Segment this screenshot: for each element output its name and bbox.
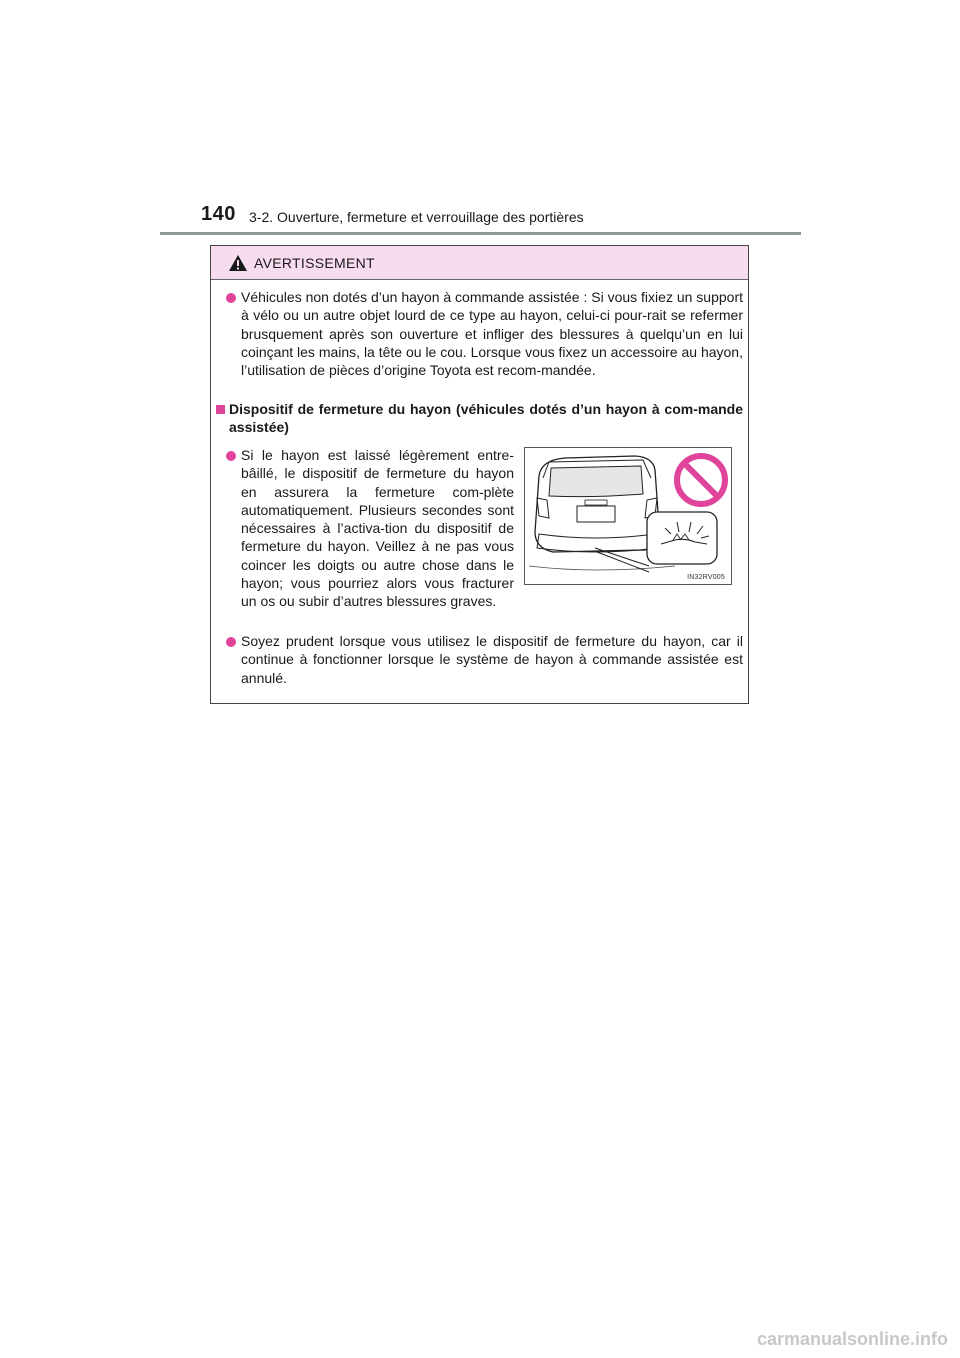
subheading: Dispositif de fermeture du hayon (véhicules dotés d’un hayon à com-mande assistée) bbox=[229, 401, 743, 436]
warning-paragraph-1: Véhicules non dotés d’un hayon à commande assistée : Si vous fixiez un support à vélo ou un autre objet lourd de ce type au hayon, celui-ci pour-rait se refermer brusquement après son ouverture et infliger des blessures à quelqu’un en lui coinçant les mains, la tête ou le cou. Lorsque vous fixez un accessoire au hayon, l’utilisation de pièces d’origine Toyota est recom-mandée. bbox=[241, 289, 743, 379]
warning-header bbox=[211, 246, 748, 280]
figure-label: IN32RV005 bbox=[687, 574, 725, 581]
watermark: carmanualsonline.info bbox=[756, 1329, 948, 1349]
section-title: 3-2. Ouverture, fermeture et verrouillage des portières bbox=[249, 209, 584, 225]
bullet-icon bbox=[226, 637, 236, 647]
bullet-icon bbox=[226, 293, 236, 303]
square-bullet-icon bbox=[216, 405, 225, 414]
warning-paragraph-2: Si le hayon est laissé légèrement entre-bâillé, le dispositif de fermeture du hayon en assurera la fermeture com-plète automatiquement. Plusieurs secondes sont nécessaires à l’activa-tion du dispositif de fermeture du hayon. Veillez à ne pas vous coincer les doigts ou autre chose dans le hayon; vous pourriez alors vous fracturer un os ou subir d’autres blessures graves. bbox=[241, 447, 514, 610]
bullet-icon bbox=[226, 451, 236, 461]
warning-triangle-icon bbox=[228, 254, 248, 272]
warning-paragraph-3: Soyez prudent lorsque vous utilisez le dispositif de fermeture du hayon, car il continue à fonctionner lorsque le système de hayon à commande assistée est annulé. bbox=[241, 633, 743, 686]
tailgate-illustration bbox=[524, 447, 732, 585]
tailgate-drawing bbox=[525, 448, 731, 584]
page-number: 140 bbox=[201, 203, 236, 225]
warning-title: AVERTISSEMENT bbox=[254, 255, 375, 271]
header-rule bbox=[160, 232, 801, 235]
